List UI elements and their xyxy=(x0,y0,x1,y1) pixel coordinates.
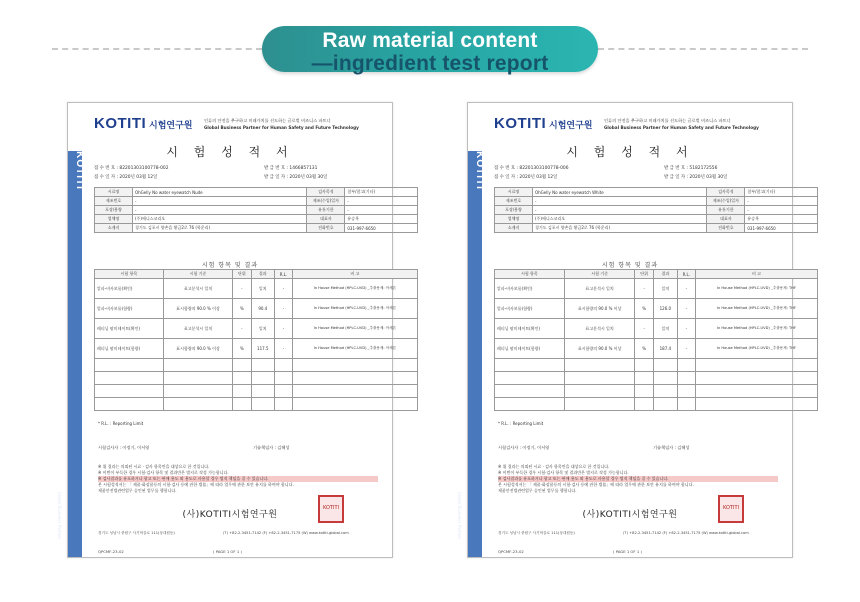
tester: 시험검사자 : 이정기, 이서영 xyxy=(498,445,550,450)
results-row xyxy=(95,299,418,319)
address: 경기도 성남시 중원구 사기막골로 111(상대원동) xyxy=(98,531,175,535)
results-cell: 일치 xyxy=(653,319,677,339)
results-row xyxy=(95,319,418,339)
results-cell: 알파-비사보롤(함량) xyxy=(495,299,565,319)
reporting-limit-note: * R.L. : Reporting Limit xyxy=(98,421,144,426)
results-column-header: 단위 xyxy=(635,270,654,279)
results-header-row xyxy=(95,270,418,279)
tagline-english: Global Business Partner for Human Safety and Future Technology xyxy=(604,125,759,130)
issue-number: 발 급 번 호 : 5182172556 xyxy=(664,166,718,171)
side-stripe xyxy=(57,103,85,557)
address: 경기도 성남시 중원구 사기막골로 111(상대원동) xyxy=(498,531,575,535)
approver: 기술책임자 : 김해성 xyxy=(253,445,290,450)
results-cell: - xyxy=(677,319,695,339)
info-label: 업체명 xyxy=(95,215,133,224)
results-row xyxy=(495,339,818,359)
footer-line xyxy=(498,549,642,554)
official-seal-stamp xyxy=(718,495,744,523)
info-value: 참부/참고(기타) xyxy=(345,188,418,197)
page-indicator: ( PAGE 1 OF 1 ) xyxy=(613,549,642,554)
empty-results-row xyxy=(95,359,418,372)
empty-results-row xyxy=(95,372,418,385)
side-text: Global Business Partner xyxy=(457,491,463,540)
test-report-document-2 xyxy=(457,102,796,558)
kotiti-logo: KOTITI xyxy=(94,115,147,132)
tester: 시험검사자 : 이정기, 이서영 xyxy=(98,445,150,450)
results-cell: In House Method (HPLC-UVD) _추출용제: 아세톤 xyxy=(292,339,417,359)
side-text: Global Business Partner xyxy=(57,491,63,540)
signature-line xyxy=(98,445,290,451)
results-cell: In House Method (HPLC-UVD) _추출용제: THF xyxy=(695,339,817,359)
empty-results-row xyxy=(95,385,418,398)
empty-results-row xyxy=(495,398,818,411)
side-logo: KOTITI xyxy=(473,151,485,190)
results-row xyxy=(495,319,818,339)
results-cell: 레티닐 팔미테이트(함량) xyxy=(95,339,164,359)
info-value: - xyxy=(345,206,418,215)
banner-title-line2: —ingredient test report xyxy=(311,52,549,75)
info-value: - xyxy=(133,206,307,215)
results-cell: % xyxy=(635,299,654,319)
results-cell: In House Method (HPLC-UVD) _추출용제: 아세톤 xyxy=(292,299,417,319)
results-cell: - xyxy=(275,279,293,299)
address-line xyxy=(98,531,349,536)
results-row xyxy=(95,339,418,359)
info-row xyxy=(95,215,418,224)
sample-info-table xyxy=(494,187,818,233)
signature-line xyxy=(498,445,690,451)
results-row xyxy=(495,299,818,319)
reporting-limit-note: * R.L. : Reporting Limit xyxy=(498,421,544,426)
info-value: 031-997-6650 xyxy=(345,224,418,233)
results-column-header: 결과 xyxy=(653,270,677,279)
issued-date: 발 급 일 자 : 2020년 03월 30일 xyxy=(264,175,328,180)
results-cell: % xyxy=(233,339,251,359)
results-cell: - xyxy=(233,319,251,339)
info-value: - xyxy=(345,197,418,206)
results-table xyxy=(494,269,818,411)
info-value: 031-997-6650 xyxy=(745,224,818,233)
results-cell: % xyxy=(635,339,654,359)
note-line: ※ 위 결과는 의뢰된 시료 · 검사 항목만을 대상으로 한 것입니다. xyxy=(98,464,210,469)
results-cell: - xyxy=(635,319,654,339)
info-label: 전화번호 xyxy=(707,224,745,233)
institution-name: (사)KOTITI시험연구원 xyxy=(582,510,678,520)
logo-korean: 시험연구원 xyxy=(549,121,593,131)
info-label: 제조(수입)일자 xyxy=(707,197,745,206)
info-value: (주)에니스코리오 xyxy=(133,215,307,224)
results-cell: 표고분석시 일치 xyxy=(163,279,233,299)
info-value: - xyxy=(533,197,707,206)
results-cell: 알파-비사보롤(확인) xyxy=(495,279,565,299)
right-dashed-divider xyxy=(598,48,808,50)
note-line: ※ 위 결과는 의뢰된 시료 · 검사 항목만을 대상으로 한 것입니다. xyxy=(498,464,610,469)
results-body xyxy=(495,279,818,411)
results-column-header: 시험 항목 xyxy=(95,270,164,279)
info-value: - xyxy=(533,206,707,215)
logo-korean: 시험연구원 xyxy=(149,121,193,131)
banner-title-line1: Raw material content xyxy=(322,29,538,52)
results-cell: 알파-비사보롤(함량) xyxy=(95,299,164,319)
results-row xyxy=(95,279,418,299)
seal-text: KOTITI xyxy=(723,505,739,511)
info-label: 대표자 xyxy=(707,215,745,224)
info-row xyxy=(495,206,818,215)
info-value: - xyxy=(745,206,818,215)
note-line: ※ 이번이 부득한 경우 시험·검사 항목 및 결과만은 별지로 작성 가능합니다. xyxy=(498,470,629,475)
results-cell: 표시함량의 90.0 % 이상 xyxy=(564,299,635,319)
info-value: - xyxy=(133,197,307,206)
results-cell: 표시함량의 90.0 % 이상 xyxy=(163,339,233,359)
info-value: OhGelly No water eyewatch White xyxy=(533,188,707,197)
results-body xyxy=(95,279,418,411)
info-row xyxy=(495,188,818,197)
report-meta-row-2 xyxy=(494,174,780,180)
title-banner xyxy=(262,26,598,75)
left-dashed-divider xyxy=(52,48,262,50)
results-cell: 레티닐 팔미테이트(확인) xyxy=(95,319,164,339)
results-table xyxy=(94,269,418,411)
results-column-header: 단위 xyxy=(233,270,251,279)
results-column-header: 비 고 xyxy=(292,270,417,279)
report-notes xyxy=(498,464,778,494)
seal-text: KOTITI xyxy=(323,505,339,511)
results-column-header: 비 고 xyxy=(695,270,817,279)
results-cell: 일치 xyxy=(251,279,275,299)
results-cell: - xyxy=(233,279,251,299)
note-line: 제품안전법관련업무 승인된 업무를 행합니다. xyxy=(498,488,577,493)
side-stripe xyxy=(457,103,485,557)
results-header-row xyxy=(495,270,818,279)
official-seal-stamp xyxy=(318,495,344,523)
results-cell: 일치 xyxy=(251,319,275,339)
note-line: ※ 검사결과를 유포하거나 광고 또는 판매 용도 외 용도로 사용할 경우 법적 책임을 질 수 있습니다. xyxy=(98,476,378,482)
results-cell: 레티닐 팔미테이트(확인) xyxy=(495,319,565,339)
info-value: OhGelly No water eyewatch Nude xyxy=(133,188,307,197)
results-cell: 표시함량의 90.0 % 이상 xyxy=(564,339,635,359)
info-label: 소재지 xyxy=(495,224,533,233)
results-cell: In House Method (HPLC-UVD) _추출용제: THF xyxy=(695,319,817,339)
report-number: 접 수 번 호 : 82201303100778-006 xyxy=(494,166,569,171)
info-label: 포장/용량 xyxy=(95,206,133,215)
empty-results-row xyxy=(495,385,818,398)
info-row xyxy=(95,224,418,233)
info-row xyxy=(495,215,818,224)
institution-name: (사)KOTITI시험연구원 xyxy=(182,510,278,520)
info-label: 검사목적 xyxy=(307,188,345,197)
results-column-header: 시험 기준 xyxy=(564,270,635,279)
footer-line xyxy=(98,549,242,554)
results-cell: In House Method (HPLC-UVD) _추출용제: THF xyxy=(695,279,817,299)
contact-info: (T) +82-2-3451-7142 (F) +82-2-3451-7175 (W) www.kotiti-global.com xyxy=(623,531,749,535)
empty-results-row xyxy=(495,372,818,385)
note-line: ※ 이번이 부득한 경우 시험·검사 항목 및 결과만은 별지로 작성 가능합니다. xyxy=(98,470,229,475)
received-date: 접 수 일 자 : 2020년 03월 12일 xyxy=(494,175,558,180)
results-column-header: R.L. xyxy=(677,270,695,279)
empty-results-row xyxy=(495,359,818,372)
report-title: 시 험 성 적 서 xyxy=(166,145,294,159)
info-value: 유승옥 xyxy=(345,215,418,224)
form-number: QPCMF-23-02 xyxy=(98,549,124,554)
results-column-header: 시험 항목 xyxy=(495,270,565,279)
info-label: 소재지 xyxy=(95,224,133,233)
results-cell: 알파-비사보롤(확인) xyxy=(95,279,164,299)
info-value: 참부/참고(기타) xyxy=(745,188,818,197)
info-label: 시료명 xyxy=(95,188,133,197)
info-value: 유승옥 xyxy=(745,215,818,224)
results-row xyxy=(495,279,818,299)
report-number: 접 수 번 호 : 82201303100778-002 xyxy=(94,166,169,171)
received-date: 접 수 일 자 : 2020년 03월 12일 xyxy=(94,175,158,180)
results-cell: In House Method (HPLC-UVD) _추출용제: 아세톤 xyxy=(292,279,417,299)
results-column-header: R.L. xyxy=(275,270,293,279)
results-cell: - xyxy=(275,319,293,339)
info-label: 업체명 xyxy=(495,215,533,224)
contact-info: (T) +82-2-3451-7142 (F) +82-2-3451-7175 (W) www.kotiti-global.com xyxy=(223,531,349,535)
sample-info-body xyxy=(95,188,418,233)
results-cell: % xyxy=(233,299,251,319)
approver: 기술책임자 : 김해성 xyxy=(653,445,690,450)
results-cell: 표시함량의 90.0 % 이상 xyxy=(163,299,233,319)
kotiti-logo: KOTITI xyxy=(494,115,547,132)
results-cell: 표고분석시 일치 xyxy=(163,319,233,339)
results-cell: - xyxy=(677,299,695,319)
results-cell: 187.4 xyxy=(653,339,677,359)
results-column-header: 결과 xyxy=(251,270,275,279)
info-label: 유통기한 xyxy=(707,206,745,215)
note-line: ※ 검사결과를 유포하거나 광고 또는 판매 용도 외 용도로 사용할 경우 법적 책임을 질 수 있습니다. xyxy=(498,476,778,482)
results-section-title: 시험 항목 및 결과 xyxy=(601,262,659,269)
info-label: 시료명 xyxy=(495,188,533,197)
test-report-document-1 xyxy=(57,102,397,558)
results-cell: In House Method (HPLC-UVD) _추출용제: 아세톤 xyxy=(292,319,417,339)
info-value: - xyxy=(745,197,818,206)
report-meta-row-2 xyxy=(94,174,380,180)
results-cell: - xyxy=(677,339,695,359)
results-cell: 레티닐 팔미테이트(함량) xyxy=(495,339,565,359)
info-label: 전화번호 xyxy=(307,224,345,233)
note-line: 본 시험성적서는 「 제품·화장품등의 시험·검사 등에 관한 법률」에 따라 업무에 관한 보안 유지를 하여야 합니다. xyxy=(98,482,294,487)
results-cell: 표고분석시 일치 xyxy=(564,279,635,299)
info-label: 제조번호 xyxy=(95,197,133,206)
tagline-english: Global Business Partner for Human Safety and Future Technology xyxy=(204,125,359,130)
info-label: 제조번호 xyxy=(495,197,533,206)
info-label: 검사목적 xyxy=(707,188,745,197)
report-meta-row-1 xyxy=(494,165,780,171)
results-cell: 표고분석시 일치 xyxy=(564,319,635,339)
note-line: 제품안전법관련업무 승인된 업무를 행합니다. xyxy=(98,488,177,493)
info-value: (주)에니스코리오 xyxy=(533,215,707,224)
sample-info-table xyxy=(94,187,418,233)
info-label: 포장/용량 xyxy=(495,206,533,215)
tagline-korean: 인류의 안전을 추구하고 미래가치를 선도하는 글로벌 비즈니스 파트너 xyxy=(604,118,731,123)
address-line xyxy=(498,531,749,536)
issued-date: 발 급 일 자 : 2020년 03월 30일 xyxy=(664,175,728,180)
note-line: 본 시험성적서는 「 제품·화장품등의 시험·검사 등에 관한 법률」에 따라 업무에 관한 보안 유지를 하여야 합니다. xyxy=(498,482,694,487)
results-cell: - xyxy=(635,279,654,299)
issue-number: 발 급 번 호 : 1466857131 xyxy=(264,166,318,171)
results-cell: - xyxy=(275,299,293,319)
results-cell: 126.0 xyxy=(653,299,677,319)
report-header xyxy=(94,113,380,137)
results-cell: In House Method (HPLC-UVD) _추출용제: THF xyxy=(695,299,817,319)
info-value: 경기도 김포시 양촌읍 황금2로 76 (학운리) xyxy=(533,224,707,233)
info-row xyxy=(495,197,818,206)
report-notes xyxy=(98,464,378,494)
results-cell: - xyxy=(275,339,293,359)
results-section-title: 시험 항목 및 결과 xyxy=(201,262,259,269)
empty-results-row xyxy=(95,398,418,411)
side-logo: KOTITI xyxy=(73,151,85,190)
results-cell: - xyxy=(677,279,695,299)
info-label: 대표자 xyxy=(307,215,345,224)
page-indicator: ( PAGE 1 OF 1 ) xyxy=(213,549,242,554)
info-value: 경기도 김포시 양촌읍 황금2로 76 (학운리) xyxy=(133,224,307,233)
tagline-korean: 인류의 안전을 추구하고 미래가치를 선도하는 글로벌 비즈니스 파트너 xyxy=(204,118,331,123)
info-row xyxy=(495,224,818,233)
info-row xyxy=(95,206,418,215)
results-cell: 일치 xyxy=(653,279,677,299)
info-label: 유통기한 xyxy=(307,206,345,215)
info-label: 제조(수입)일자 xyxy=(307,197,345,206)
info-row xyxy=(95,197,418,206)
results-column-header: 시험 기준 xyxy=(163,270,233,279)
report-header xyxy=(494,113,780,137)
report-meta-row-1 xyxy=(94,165,380,171)
results-cell: 90.4 xyxy=(251,299,275,319)
form-number: QPCMF-23-02 xyxy=(498,549,524,554)
sample-info-body xyxy=(495,188,818,233)
results-cell: 117.5 xyxy=(251,339,275,359)
report-title: 시 험 성 적 서 xyxy=(566,145,694,159)
info-row xyxy=(95,188,418,197)
